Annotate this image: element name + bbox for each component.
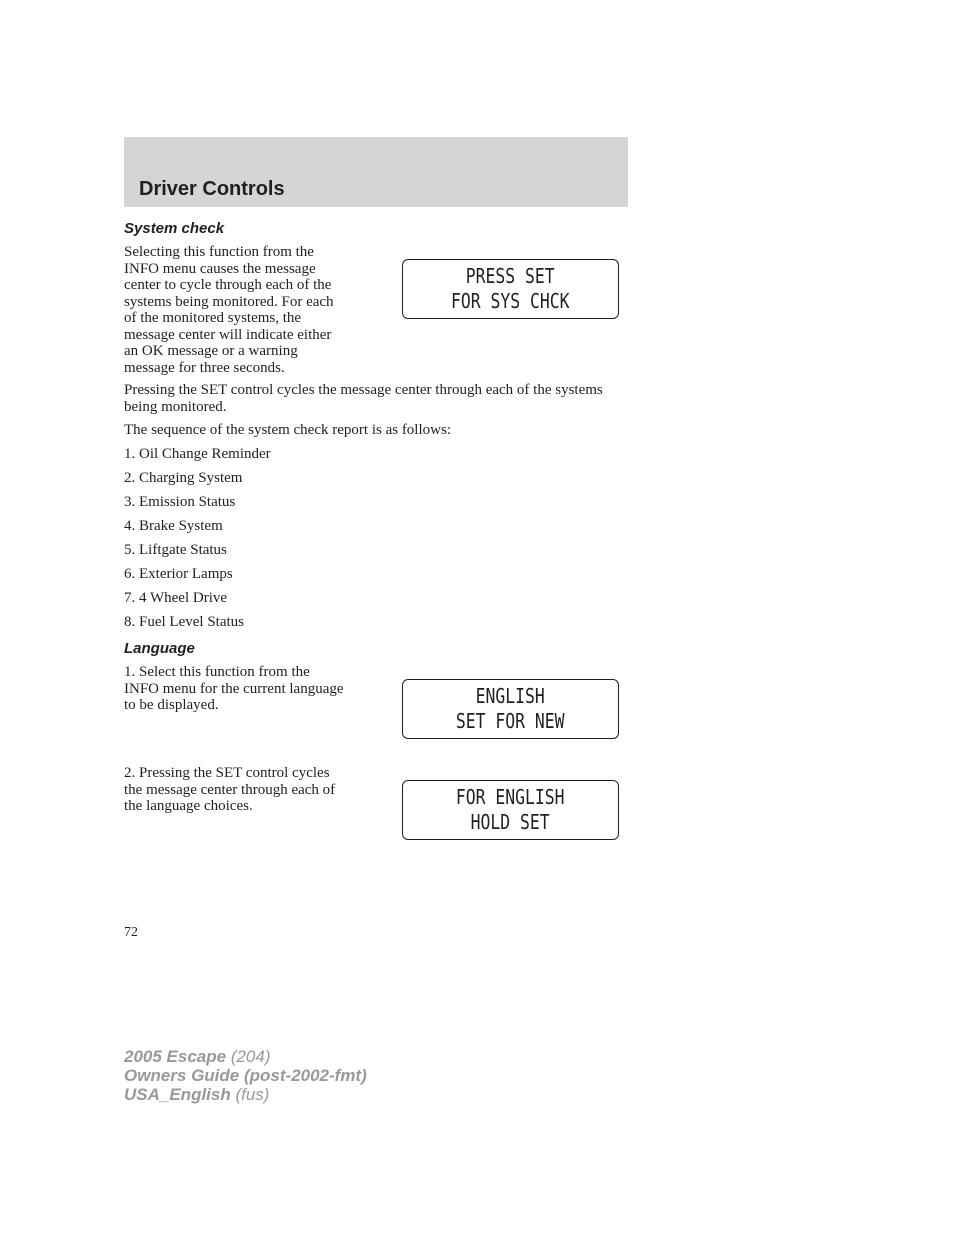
system-check-heading: System check [124, 220, 225, 237]
language-heading: Language [124, 640, 195, 657]
document-footer [124, 1047, 367, 1104]
step-line: to be displayed. [124, 697, 219, 713]
display-line-1: PRESS SET [466, 264, 555, 288]
step-line: 2. Pressing the SET control cycles [124, 765, 330, 781]
system-check-paragraph-2: Pressing the SET control cycles the message center through each of the systems being monitored. [124, 382, 603, 415]
intro-line: message for three seconds. [124, 359, 285, 376]
system-check-intro [124, 244, 376, 376]
language-display-2 [402, 780, 619, 840]
language-step-2 [124, 765, 376, 815]
display-line-2: SET FOR NEW [456, 709, 565, 733]
system-check-paragraph-3: The sequence of the system check report is as follows: [124, 422, 451, 438]
footer-language: USA_English [124, 1085, 231, 1104]
footer-language-code: (fus) [230, 1085, 270, 1104]
section-title: Driver Controls [139, 178, 285, 200]
language-display-1 [402, 679, 619, 739]
intro-line: Selecting this function from the [124, 244, 314, 260]
list-item: 6. Exterior Lamps [124, 566, 233, 582]
display-line-1: ENGLISH [475, 684, 546, 708]
page-number: 72 [124, 925, 138, 940]
step-line: the language choices. [124, 798, 253, 814]
list-item: 2. Charging System [124, 470, 243, 486]
footer-guide: Owners Guide (post-2002-fmt) [124, 1066, 367, 1085]
footer-line-2 [124, 1066, 367, 1085]
footer-line-3 [124, 1085, 367, 1104]
step-line: the message center through each of [124, 781, 336, 798]
list-item: 7. 4 Wheel Drive [124, 590, 228, 606]
footer-line-1 [124, 1047, 367, 1066]
intro-line: INFO menu causes the message [124, 260, 316, 277]
list-item: 4. Brake System [124, 518, 223, 534]
section-header-band [124, 137, 628, 207]
intro-line: message center will indicate either [124, 326, 332, 343]
intro-line: center to cycle through each of the [124, 277, 332, 293]
intro-line: of the monitored systems, the [124, 310, 302, 326]
system-check-display [402, 259, 619, 319]
list-item: 5. Liftgate Status [124, 542, 227, 558]
language-step-1 [124, 664, 376, 714]
step-line: 1. Select this function from the [124, 664, 310, 680]
list-item: 8. Fuel Level Status [124, 614, 244, 630]
step-line: INFO menu for the current language [124, 680, 344, 697]
footer-model-code: (204) [226, 1047, 271, 1066]
footer-model: 2005 Escape [124, 1047, 227, 1066]
intro-line: an OK message or a warning [124, 343, 298, 359]
display-line-1: FOR ENGLISH [456, 785, 565, 809]
display-line-2: FOR SYS CHCK [451, 289, 570, 313]
intro-line: systems being monitored. For each [124, 293, 334, 310]
list-item: 3. Emission Status [124, 494, 236, 510]
display-line-2: HOLD SET [470, 810, 550, 834]
list-item: 1. Oil Change Reminder [124, 446, 271, 462]
